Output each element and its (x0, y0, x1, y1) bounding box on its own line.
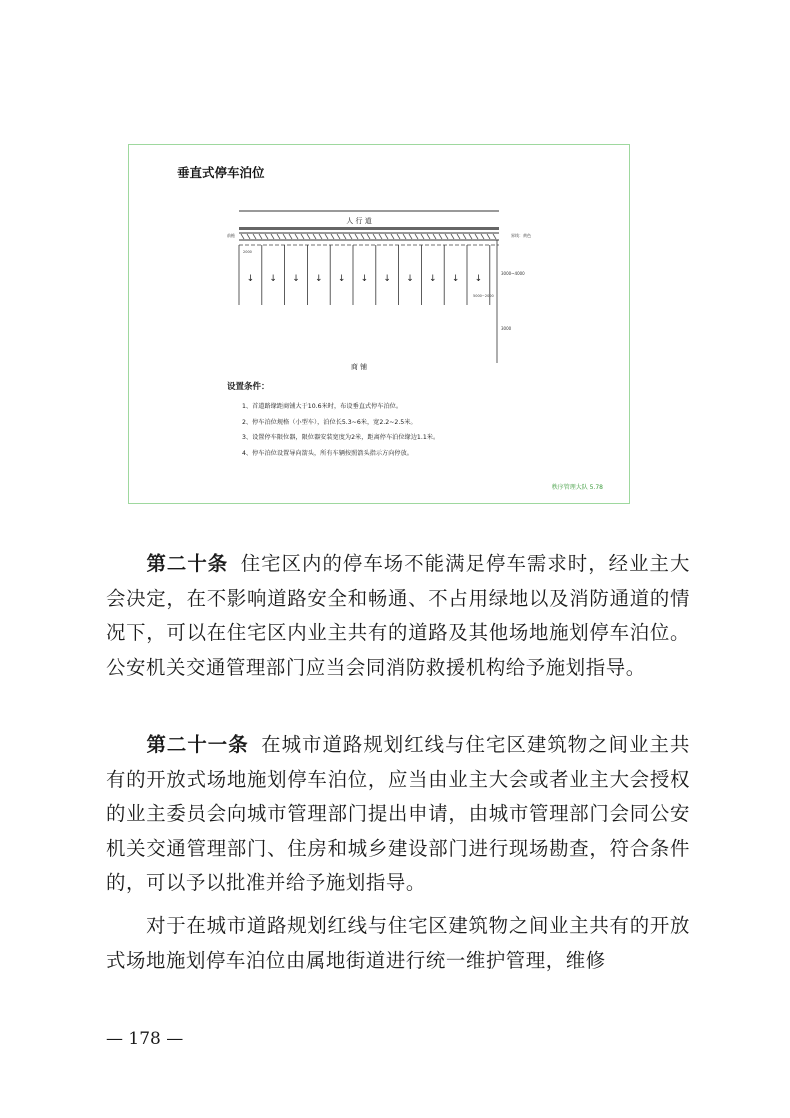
article-text: 在城市道路规划红线与住宅区建筑物之间业主共有的开放式场地施划停车泊位，应当由业主大会或者业主大会授权的业主委员会向城市管理部门提出申请，由城市管理部门会同公安机关交通管理部门、住房和城乡建设部门进行现场勘查，符合条件的，可以予以批准并给予施划指导。 (106, 733, 690, 895)
hatch-mark (307, 234, 310, 239)
sidewalk-label: 人 行 道 (346, 217, 372, 225)
hatch-mark (283, 234, 286, 239)
down-arrow-icon: ↓ (383, 274, 391, 284)
hatch-mark (457, 234, 460, 239)
hatch-mark (421, 234, 424, 239)
dim-top: 2000 (243, 250, 252, 254)
hatch-mark (397, 234, 400, 239)
hatch-mark (463, 234, 466, 239)
hatch-mark (253, 234, 256, 239)
shops-label: 商 铺 (350, 363, 368, 371)
hatch-mark (385, 234, 388, 239)
article-heading: 第二十条 (146, 552, 229, 575)
hatch-mark (271, 234, 274, 239)
down-arrow-icon: ↓ (337, 274, 346, 284)
down-arrow-icon: ↓ (406, 274, 414, 284)
dim-right-2: 5000~2000 (473, 294, 494, 298)
hatch-mark (409, 234, 412, 239)
hatch-mark (475, 234, 478, 239)
hatch-mark (373, 234, 376, 239)
hatch-mark (445, 234, 448, 239)
hatch-mark (319, 234, 322, 239)
paragraph-text: 对于在城市道路规划红线与住宅区建筑物之间业主共有的开放式场地施划停车泊位由属地街道进行统一维护管理，维修 (106, 914, 690, 972)
hatch-mark (493, 234, 496, 239)
hatch-mark (469, 234, 472, 239)
hatch-mark (355, 234, 358, 239)
condition-item: 2、停车泊位规格（小型车），泊位长5.3~6米，宽2.2~2.5米。 (242, 418, 417, 426)
hatch-mark (439, 234, 442, 239)
hatch-mark (379, 234, 382, 239)
hatch-mark (241, 234, 244, 239)
article-heading: 第二十一条 (146, 733, 249, 756)
hatch-mark (295, 234, 298, 239)
hatch-mark (337, 234, 340, 239)
down-arrow-icon: ↓ (292, 274, 300, 284)
hatch-mark (487, 234, 490, 239)
hatch-mark (451, 234, 454, 239)
hatch-mark (277, 234, 280, 239)
curb-hatching (241, 234, 496, 239)
hatch-mark (391, 234, 394, 239)
hatch-mark (265, 234, 268, 239)
hatch-mark (325, 234, 328, 239)
hatch-mark (433, 234, 436, 239)
hatch-mark (289, 234, 292, 239)
paragraph-article-21 (106, 728, 690, 901)
paragraph-maintenance (106, 909, 690, 978)
hatch-mark (301, 234, 304, 239)
hatch-mark (247, 234, 250, 239)
dim-right-1: 3000~4000 (501, 271, 525, 276)
hatch-mark (343, 234, 346, 239)
hatch-mark (313, 234, 316, 239)
hatch-mark (427, 234, 430, 239)
conditions-title: 设置条件： (227, 382, 270, 392)
article-text: 住宅区内的停车场不能满足停车需求时，经业主大会决定，在不影响道路安全和畅通、不占用绿地以及消防通道的情况下，可以在住宅区内业主共有的道路及其他场地施划停车泊位。公安机关交通管理部门应当会同消防救援机构给予施划指导。 (106, 552, 690, 679)
hatch-mark (415, 234, 418, 239)
hatch-mark (259, 234, 262, 239)
hatch-mark (403, 234, 406, 239)
conditions-list (242, 399, 439, 461)
down-arrow-icon: ↓ (246, 274, 255, 284)
hatch-mark (367, 234, 370, 239)
right-note: 界线：黄色 (511, 233, 531, 238)
curb-label: 前檐 (227, 233, 235, 238)
condition-item: 3、设置停车限位器，限位器安装宽度为2米，距离停车泊位缘边1.1米。 (242, 434, 440, 441)
hatch-mark (481, 234, 484, 239)
parking-diagram (129, 145, 629, 380)
page-number: — 178 — (106, 1029, 184, 1049)
parking-stalls (239, 245, 490, 305)
figure-title: 垂直式停车泊位 (177, 165, 265, 180)
hatch-mark (361, 234, 364, 239)
down-arrow-icon: ↓ (451, 274, 460, 284)
down-arrow-icon: ↓ (429, 274, 437, 284)
down-arrow-icon: ↓ (315, 274, 323, 284)
down-arrow-icon: ↓ (360, 274, 369, 284)
parking-figure (128, 144, 630, 504)
dim-right-3: 3000 (501, 326, 512, 331)
hatch-mark (331, 234, 334, 239)
hatch-mark (349, 234, 352, 239)
condition-item: 4、停车泊位设置导向箭头，所有车辆按照箭头指示方向停放。 (242, 449, 413, 457)
down-arrow-icon: ↓ (474, 274, 483, 284)
down-arrow-icon: ↓ (269, 274, 277, 284)
paragraph-article-20 (106, 547, 690, 685)
figure-footer: 秩序管理大队 5.78 (551, 484, 603, 491)
condition-item: 1、首道路缘距商铺大于10.6米时，布设垂直式停车泊位。 (242, 403, 403, 410)
